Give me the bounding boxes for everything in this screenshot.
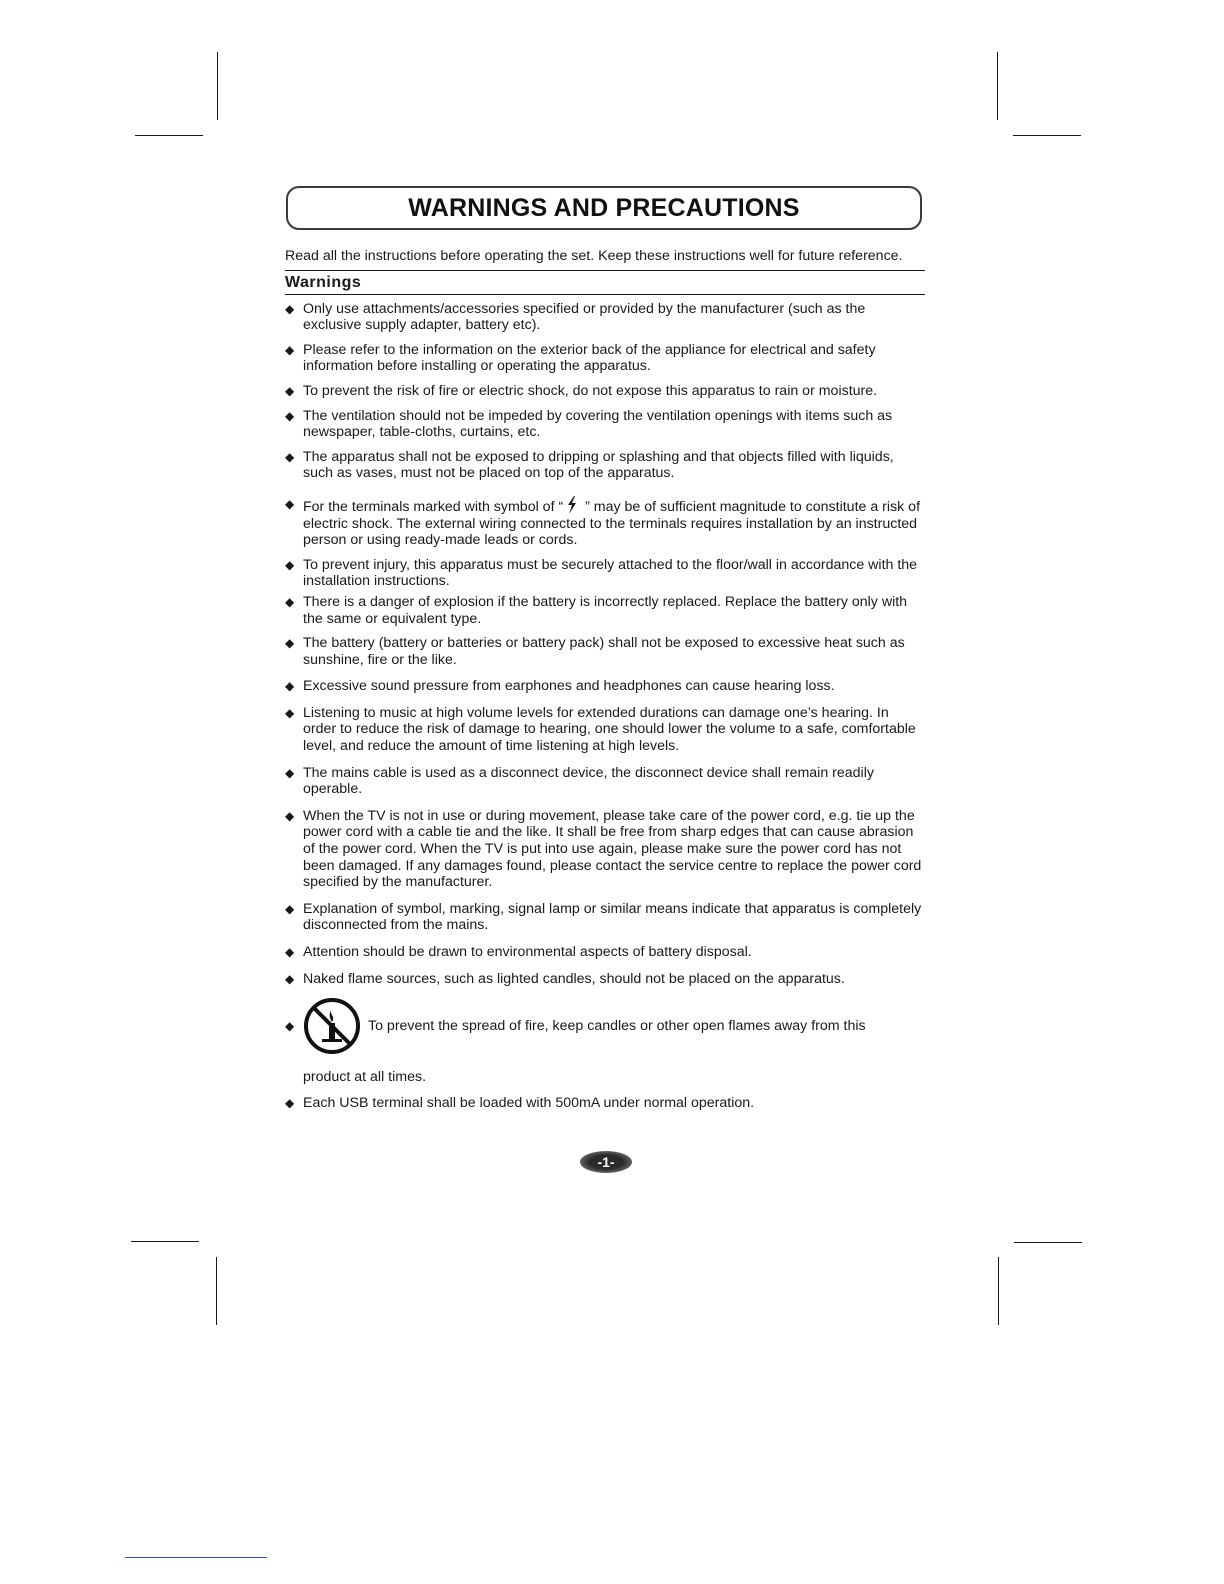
list-item: ◆ The ventilation should not be impeded by covering the ventilation openings with items such as newspaper, table-cloths, curtains, etc. <box>285 407 893 441</box>
warnings-list <box>285 301 925 1112</box>
crop-mark <box>997 52 998 120</box>
list-item: ◆ Naked flame sources, such as lighted candles, should not be placed on the apparatus. <box>285 970 845 987</box>
page-number: -1- <box>580 1151 632 1173</box>
crop-mark <box>1013 135 1081 136</box>
crop-mark <box>998 1257 999 1325</box>
bullet-icon: ◆ <box>285 557 295 572</box>
bullet-icon: ◆ <box>285 301 295 316</box>
divider <box>125 1557 267 1558</box>
list-item: ◆ Each USB terminal shall be loaded with 500mA under normal operation. <box>285 1094 755 1111</box>
intro-text: Read all the instructions before operating the set. Keep these instructions well for future reference. <box>285 248 903 264</box>
list-item: ◆ The apparatus shall not be exposed to dripping or splashing and that objects filled with liquids, such as vases, must not be placed on top of the apparatus. <box>285 448 894 482</box>
crop-mark <box>1014 1242 1082 1243</box>
title-box <box>286 186 922 230</box>
bullet-icon: ◆ <box>285 971 295 986</box>
list-item: ◆ Please refer to the information on the exterior back of the appliance for electrical and safety information before installing or operating the apparatus. <box>285 341 876 375</box>
page-title: WARNINGS AND PRECAUTIONS <box>408 193 800 222</box>
list-item: ◆ The battery (battery or batteries or battery pack) shall not be exposed to excessive heat such as sunshine, fire or the like. <box>285 635 905 668</box>
crop-mark <box>217 52 218 120</box>
bullet-icon: ◆ <box>285 705 295 720</box>
list-item: ◆ When the TV is not in use or during movement, please take care of the power cord, e.g. tie up the power cord with a cable tie and the like. It shall be free from sharp edges that can cause abrasion of the power cord. When the TV is put into use again, please make sure the power cord has not been damaged. If any damages found, please contact the service centre to replace the power cord specified by the manufacturer. <box>285 807 922 891</box>
bullet-icon: ◆ <box>285 765 295 780</box>
list-item: ◆ Explanation of symbol, marking, signal lamp or similar means indicate that apparatus is completely disconnected from the mains. <box>285 900 922 934</box>
list-item: ◆ To prevent the risk of fire or electric shock, do not expose this apparatus to rain or moisture. <box>285 382 878 399</box>
bullet-icon: ◆ <box>285 383 295 398</box>
bullet-icon: ◆ <box>285 636 295 651</box>
crop-mark <box>135 135 203 136</box>
bullet-icon: ◆ <box>285 342 295 357</box>
bullet-icon: ◆ <box>285 679 295 694</box>
list-item: ◆ Listening to music at high volume levels for extended durations can damage one’s hearing. In order to reduce the risk of damage to hearing, one should lower the volume to a safe, comfortable level, and reduce the amount of time listening at high levels. <box>285 704 916 755</box>
bullet-icon: ◆ <box>285 901 295 916</box>
bullet-icon: ◆ <box>285 945 295 959</box>
list-item: ◆ Only use attachments/accessories specified or provided by the manufacturer (such as the exclusive supply adapter, battery etc). <box>285 300 866 334</box>
bullet-icon: ◆ <box>285 808 295 823</box>
bullet-icon: ◆ <box>285 1095 295 1110</box>
no-flame-item: ◆ To prevent the spread of fire, keep candles or other open flames away from this product at all times. <box>285 997 925 1086</box>
bullet-icon: ◆ <box>285 594 295 609</box>
bullet-icon: ◆ <box>285 1019 295 1034</box>
list-item: ◆ Attention should be drawn to environmental aspects of battery disposal. <box>285 944 752 960</box>
section-heading: Warnings <box>285 270 925 295</box>
list-item: ◆ The mains cable is used as a disconnect device, the disconnect device shall remain readily operable. <box>285 764 874 798</box>
list-item: ◆ There is a danger of explosion if the battery is incorrectly replaced. Replace the battery only with the same or equivalent type. <box>285 593 908 627</box>
terminal-warning-item: ◆ For the terminals marked with symbol of “ ” may be of sufficient magnitude to constitute a risk of electric shock. The external wiring connected to the terminals requires installation by an instructed person or using ready-made leads or cords. <box>285 496 921 549</box>
bullet-icon: ◆ <box>285 449 295 464</box>
bullet-icon: ◆ <box>285 496 295 511</box>
crop-mark <box>131 1241 199 1242</box>
bullet-icon: ◆ <box>285 408 295 423</box>
list-item: ◆ Excessive sound pressure from earphones and headphones can cause hearing loss. <box>285 678 835 695</box>
no-open-flame-icon <box>303 997 361 1055</box>
lightning-bolt-icon <box>565 496 579 514</box>
warnings-content <box>285 248 925 1119</box>
list-item: ◆ To prevent injury, this apparatus must be securely attached to the floor/wall in accordance with the installation instructions. <box>285 556 918 590</box>
crop-mark <box>216 1257 217 1325</box>
